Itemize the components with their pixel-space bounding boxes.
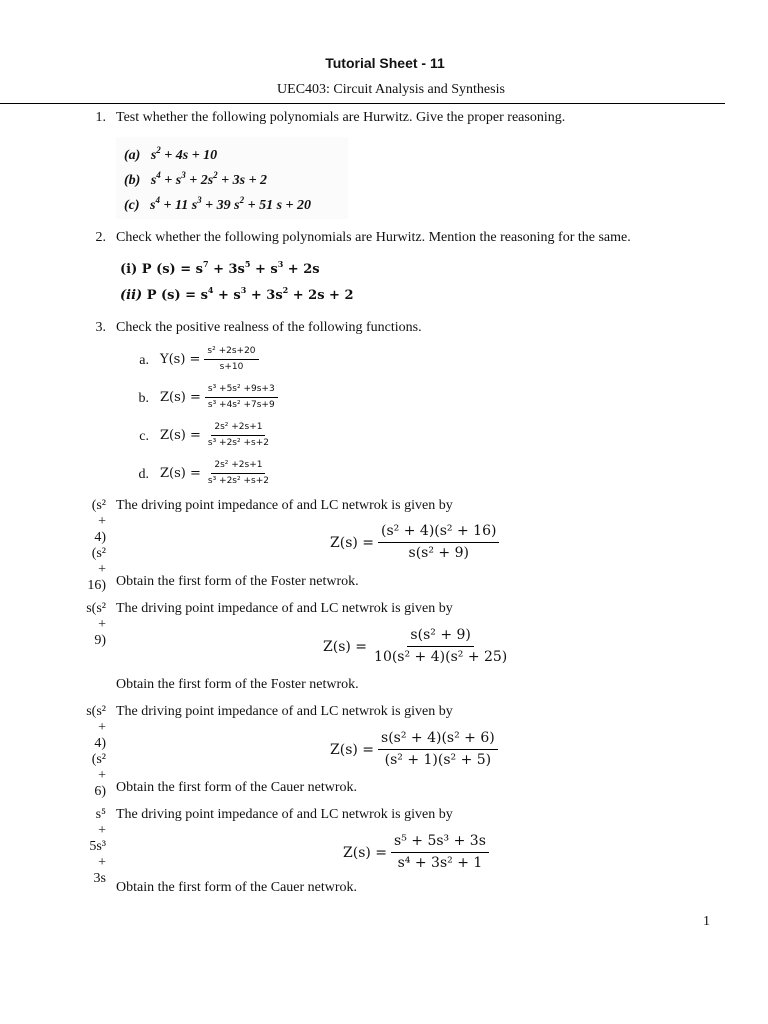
question-4-number: (s² + 4)(s² + 16) [87, 498, 106, 593]
question-7-text: The driving point impedance of and LC netwrok is given by [116, 807, 453, 822]
function-3c [160, 421, 272, 450]
sheet-title: Tutorial Sheet - 11 [325, 55, 445, 71]
question-1-text: Test whether the following polynomials are Hurwitz. Give the proper reasoning. [116, 110, 566, 125]
page-number: 1 [703, 914, 710, 929]
impedance-6 [330, 729, 498, 770]
question-2-text: Check whether the following polynomials are Hurwitz. Mention the reasoning for the same. [116, 230, 631, 245]
question-4-instruction: Obtain the first form of the Foster netwrok. [116, 574, 359, 589]
question-2-number: 2. [95, 230, 106, 245]
question-1-polynomials [116, 137, 348, 219]
function-3a-label: a. [139, 353, 149, 368]
impedance-5-denominator: 10(s² + 4)(s² + 25) [374, 649, 508, 665]
impedance-5-lhs: Z(s) = [323, 638, 368, 655]
course-subtitle: UEC403: Circuit Analysis and Synthesis [277, 82, 505, 97]
question-6-instruction: Obtain the first form of the Cauer netwrok. [116, 780, 358, 795]
impedance-6-denominator: (s² + 1)(s² + 5) [384, 752, 492, 768]
question-7-instruction: Obtain the first form of the Cauer netwrok. [116, 880, 358, 895]
function-3b [160, 383, 278, 412]
impedance-4 [330, 522, 499, 563]
function-3c-label: c. [139, 429, 149, 444]
poly-1c: (c) $s^4 + 11$ $s^3 + 39$ $s^2 + 51$ s + 20 [124, 195, 311, 213]
question-1-number: 1. [95, 110, 106, 125]
poly-1b: (b) $s^4 + s^3 + 2s^2 + 3s + 2$ [124, 170, 268, 188]
function-3a-numerator: s² +2s+20 [204, 345, 258, 360]
impedance-7 [343, 832, 489, 873]
impedance-6-numerator: s(s² + 4)(s² + 6) [378, 729, 498, 750]
function-3d [160, 459, 272, 488]
question-6-text: The driving point impedance of and LC netwrok is given by [116, 704, 453, 719]
question-3-text: Check the positive realness of the following functions. [116, 320, 422, 335]
function-3d-lhs: Z(s) = [160, 466, 201, 481]
poly-2ii: (ii) P $(s) = s^4 + s^3 + 3s^2 + 2s + 2$ [120, 285, 354, 303]
impedance-7-denominator: s⁴ + 3s² + 1 [397, 855, 483, 871]
question-5-number: s(s² + 9) [86, 601, 106, 648]
impedance-5-numerator: s(s² + 9) [407, 626, 473, 647]
impedance-7-numerator: s⁵ + 5s³ + 3s [391, 832, 489, 853]
function-3a [160, 345, 259, 374]
impedance-4-lhs: Z(s) = [330, 534, 375, 551]
function-3d-label: d. [138, 467, 149, 482]
poly-1a: (a) $s^2 + 4s + 10$ [124, 145, 218, 163]
question-5-text: The driving point impedance of and LC netwrok is given by [116, 601, 453, 616]
function-3b-lhs: Z(s) = [160, 390, 201, 405]
function-3c-lhs: Z(s) = [160, 428, 201, 443]
function-3a-lhs: Y(s) = [160, 352, 201, 367]
impedance-5 [323, 626, 510, 667]
function-3d-numerator: 2s² +2s+1 [211, 459, 265, 474]
question-7-number: s⁵ + 5s³ + 3s [89, 807, 106, 886]
function-3a-denominator: s+10 [219, 362, 244, 372]
function-3b-label: b. [138, 391, 149, 406]
header-divider [0, 103, 725, 104]
function-3d-denominator: s³ +2s² +s+2 [207, 476, 269, 486]
question-4-text: The driving point impedance of and LC netwrok is given by [116, 498, 453, 513]
question-5-instruction: Obtain the first form of the Foster netwrok. [116, 677, 359, 692]
impedance-4-numerator: (s² + 4)(s² + 16) [378, 522, 499, 543]
impedance-6-lhs: Z(s) = [330, 741, 375, 758]
function-3c-numerator: 2s² +2s+1 [211, 421, 265, 436]
function-3b-numerator: s³ +5s² +9s+3 [205, 383, 278, 398]
function-3c-denominator: s³ +2s² +s+2 [207, 438, 269, 448]
impedance-4-denominator: s(s² + 9) [408, 545, 469, 561]
function-3b-denominator: s³ +4s² +7s+9 [207, 400, 275, 410]
question-3-number: 3. [95, 320, 106, 335]
question-6-number: s(s² + 4)(s² + 6) [86, 704, 106, 799]
impedance-7-lhs: Z(s) = [343, 844, 388, 861]
poly-2i: (i) P $(s) = s^7 + 3s^5 + s^3 + 2s$ [120, 259, 320, 277]
